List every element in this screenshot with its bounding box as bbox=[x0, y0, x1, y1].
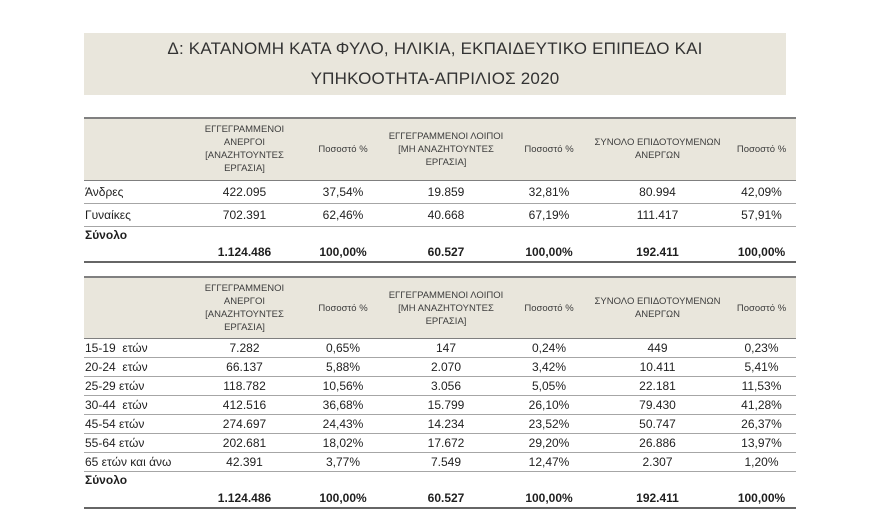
table-cell: 57,91% bbox=[727, 203, 796, 226]
table-row-age-20-24 bbox=[84, 358, 796, 377]
table-cell: 40.668 bbox=[382, 203, 510, 226]
table-cell: 42,09% bbox=[727, 180, 796, 203]
total-cell: 192.411 bbox=[588, 243, 727, 262]
table-cell: 42.391 bbox=[185, 453, 304, 472]
empty-cell bbox=[84, 489, 185, 508]
table-cell: 24,43% bbox=[304, 415, 382, 434]
total-cell: 1.124.486 bbox=[185, 489, 304, 508]
table-cell: 5,41% bbox=[727, 358, 796, 377]
table-cell: 7.549 bbox=[382, 453, 510, 472]
table-cell: 22.181 bbox=[588, 377, 727, 396]
column-header-empty bbox=[84, 277, 185, 339]
column-header-percent-1: Ποσοστό % bbox=[304, 118, 382, 180]
column-header-registered-others: ΕΓΓΕΓΡΑΜΜΕΝΟΙ ΛΟΙΠΟΙ [ΜΗ ΑΝΑΖΗΤΟΥΝΤΕΣ ΕΡΓΑΣΙΑ] bbox=[382, 277, 510, 339]
table-cell: 7.282 bbox=[185, 339, 304, 358]
table-cell: 26,10% bbox=[510, 396, 588, 415]
table-cell: 19.859 bbox=[382, 180, 510, 203]
column-header-percent-2: Ποσοστό % bbox=[510, 277, 588, 339]
row-label: 20-24 ετών bbox=[84, 358, 185, 377]
table-cell: 3.056 bbox=[382, 377, 510, 396]
row-label: 55-64 ετών bbox=[84, 434, 185, 453]
total-values-row bbox=[84, 489, 796, 508]
column-header-subsidized-total: ΣΥΝΟΛΟ ΕΠΙΔΟΤΟΥΜΕΝΩΝ ΑΝΕΡΓΩΝ bbox=[588, 277, 727, 339]
table-cell: 13,97% bbox=[727, 434, 796, 453]
empty-cell bbox=[84, 243, 185, 262]
empty-cell bbox=[185, 226, 796, 243]
table-cell: 18,02% bbox=[304, 434, 382, 453]
table-cell: 422.095 bbox=[185, 180, 304, 203]
table-cell: 79.430 bbox=[588, 396, 727, 415]
table-row-men bbox=[84, 180, 796, 203]
row-label: 45-54 ετών bbox=[84, 415, 185, 434]
table-row-age-30-44 bbox=[84, 396, 796, 415]
table-cell: 50.747 bbox=[588, 415, 727, 434]
column-header-registered-others: ΕΓΓΕΓΡΑΜΜΕΝΟΙ ΛΟΙΠΟΙ [ΜΗ ΑΝΑΖΗΤΟΥΝΤΕΣ ΕΡΓΑΣΙΑ] bbox=[382, 118, 510, 180]
table-cell: 274.697 bbox=[185, 415, 304, 434]
table-cell: 3,77% bbox=[304, 453, 382, 472]
table-cell: 0,24% bbox=[510, 339, 588, 358]
table-cell: 36,68% bbox=[304, 396, 382, 415]
total-label-row bbox=[84, 472, 796, 489]
row-label: 25-29 ετών bbox=[84, 377, 185, 396]
table-cell: 66.137 bbox=[185, 358, 304, 377]
column-header-subsidized-total: ΣΥΝΟΛΟ ΕΠΙΔΟΤΟΥΜΕΝΩΝ ΑΝΕΡΓΩΝ bbox=[588, 118, 727, 180]
table-cell: 1,20% bbox=[727, 453, 796, 472]
table-cell: 202.681 bbox=[185, 434, 304, 453]
table-cell: 12,47% bbox=[510, 453, 588, 472]
total-cell: 100,00% bbox=[510, 489, 588, 508]
total-cell: 100,00% bbox=[727, 243, 796, 262]
table-cell: 17.672 bbox=[382, 434, 510, 453]
table-cell: 449 bbox=[588, 339, 727, 358]
table-cell: 0,23% bbox=[727, 339, 796, 358]
table-cell: 80.994 bbox=[588, 180, 727, 203]
column-header-percent-1: Ποσοστό % bbox=[304, 277, 382, 339]
total-row-label: Σύνολο bbox=[85, 227, 128, 242]
age-table-header-row bbox=[84, 277, 796, 339]
row-label: 30-44 ετών bbox=[84, 396, 185, 415]
column-header-percent-2: Ποσοστό % bbox=[510, 118, 588, 180]
age-distribution-table bbox=[84, 276, 796, 509]
table-cell: 147 bbox=[382, 339, 510, 358]
total-values-row bbox=[84, 243, 796, 262]
total-cell: 100,00% bbox=[727, 489, 796, 508]
table-cell: 5,88% bbox=[304, 358, 382, 377]
column-header-registered-unemployed: ΕΓΓΕΓΡΑΜΜΕΝΟΙ ΑΝΕΡΓΟΙ [ΑΝΑΖΗΤΟΥΝΤΕΣ ΕΡΓΑΣΙΑ] bbox=[185, 118, 304, 180]
table-cell: 11,53% bbox=[727, 377, 796, 396]
report-title: Δ: ΚΑΤΑΝΟΜΗ ΚΑΤΑ ΦΥΛΟ, ΗΛΙΚΙΑ, ΕΚΠΑΙΔΕΥΤΙΚΟ ΕΠΙΠΕΔΟ ΚΑΙ ΥΠΗΚΟΟΤΗΤΑ-ΑΠΡΙΛΙΟΣ 2020 bbox=[84, 33, 786, 95]
row-label: 65 ετών και άνω bbox=[84, 453, 185, 472]
table-row-age-55-64 bbox=[84, 434, 796, 453]
gender-distribution-table bbox=[84, 117, 796, 263]
column-header-percent-3: Ποσοστό % bbox=[727, 118, 796, 180]
row-label: Γυναίκες bbox=[84, 203, 185, 226]
table-cell: 37,54% bbox=[304, 180, 382, 203]
table-cell: 14.234 bbox=[382, 415, 510, 434]
gender-table-header-row bbox=[84, 118, 796, 180]
total-cell: 100,00% bbox=[304, 489, 382, 508]
table-row-age-15-19 bbox=[84, 339, 796, 358]
table-cell: 26,37% bbox=[727, 415, 796, 434]
table-cell: 5,05% bbox=[510, 377, 588, 396]
empty-cell bbox=[185, 472, 796, 489]
table-cell: 111.417 bbox=[588, 203, 727, 226]
table-cell: 3,42% bbox=[510, 358, 588, 377]
table-cell: 412.516 bbox=[185, 396, 304, 415]
total-cell: 60.527 bbox=[382, 489, 510, 508]
total-cell: 1.124.486 bbox=[185, 243, 304, 262]
total-cell: 100,00% bbox=[510, 243, 588, 262]
table-cell: 0,65% bbox=[304, 339, 382, 358]
table-cell: 29,20% bbox=[510, 434, 588, 453]
table-cell: 26.886 bbox=[588, 434, 727, 453]
table-cell: 10.411 bbox=[588, 358, 727, 377]
table-cell: 67,19% bbox=[510, 203, 588, 226]
table-cell: 41,28% bbox=[727, 396, 796, 415]
total-label-row bbox=[84, 226, 796, 243]
table-cell: 2.307 bbox=[588, 453, 727, 472]
table-cell: 118.782 bbox=[185, 377, 304, 396]
row-label: 15-19 ετών bbox=[84, 339, 185, 358]
table-row-age-25-29 bbox=[84, 377, 796, 396]
total-row-label: Σύνολο bbox=[85, 473, 128, 488]
table-row-women bbox=[84, 203, 796, 226]
table-cell: 23,52% bbox=[510, 415, 588, 434]
table-cell: 2.070 bbox=[382, 358, 510, 377]
total-cell: 60.527 bbox=[382, 243, 510, 262]
row-label: Άνδρες bbox=[84, 180, 185, 203]
table-cell: 32,81% bbox=[510, 180, 588, 203]
table-cell: 702.391 bbox=[185, 203, 304, 226]
column-header-empty bbox=[84, 118, 185, 180]
column-header-percent-3: Ποσοστό % bbox=[727, 277, 796, 339]
table-cell: 62,46% bbox=[304, 203, 382, 226]
table-cell: 10,56% bbox=[304, 377, 382, 396]
table-row-age-45-54 bbox=[84, 415, 796, 434]
table-row-age-65-plus bbox=[84, 453, 796, 472]
total-cell: 100,00% bbox=[304, 243, 382, 262]
column-header-registered-unemployed: ΕΓΓΕΓΡΑΜΜΕΝΟΙ ΑΝΕΡΓΟΙ [ΑΝΑΖΗΤΟΥΝΤΕΣ ΕΡΓΑΣΙΑ] bbox=[185, 277, 304, 339]
table-cell: 15.799 bbox=[382, 396, 510, 415]
total-cell: 192.411 bbox=[588, 489, 727, 508]
